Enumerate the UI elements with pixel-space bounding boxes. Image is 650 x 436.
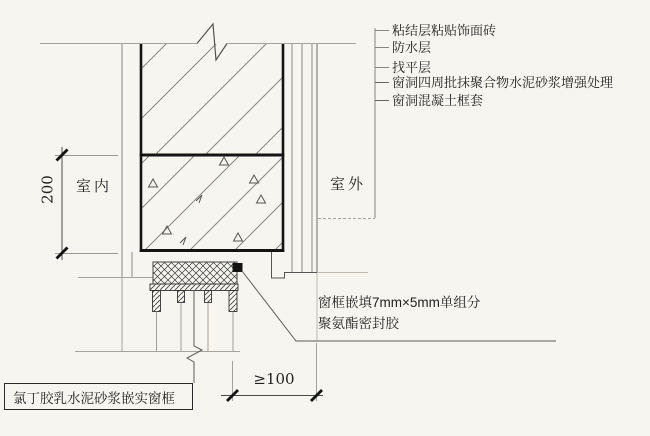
callout-label-concrete-frame: 窗洞混凝土框套	[392, 93, 484, 108]
sealant-square	[233, 263, 243, 272]
dim-ge100-label: ≥100	[253, 370, 295, 388]
sealant-label-line1: 窗框嵌填7mm×5mm单组分	[318, 295, 481, 310]
dimension-200	[55, 147, 118, 260]
concrete-aggregate-symbols	[149, 157, 266, 245]
callout-label-leveling: 找平层	[392, 60, 432, 75]
bedding-label-box	[4, 383, 193, 410]
callout-label-waterproof: 防水层	[392, 40, 432, 55]
mortar-crosshatch	[153, 262, 237, 284]
indoor-label: 室内	[76, 178, 113, 195]
exterior-finish-layers	[272, 44, 318, 278]
bedding-label: 氯丁胶乳水泥砂浆嵌实窗框	[13, 390, 175, 406]
interior-finish-line	[122, 44, 132, 277]
callout-label-polymer-mortar: 窗洞四周批抹聚合物水泥砂浆增强处理	[392, 75, 614, 90]
callout-leaders	[375, 28, 389, 218]
outdoor-label: 室外	[330, 176, 367, 193]
callout-label-bonding-tile: 粘结层粘贴饰面砖	[392, 23, 497, 38]
break-line-top	[197, 24, 227, 60]
dim-200-label: 200	[38, 175, 57, 204]
sealant-label-line2: 聚氨酯密封胶	[318, 316, 399, 331]
bedding-leader	[187, 290, 202, 383]
